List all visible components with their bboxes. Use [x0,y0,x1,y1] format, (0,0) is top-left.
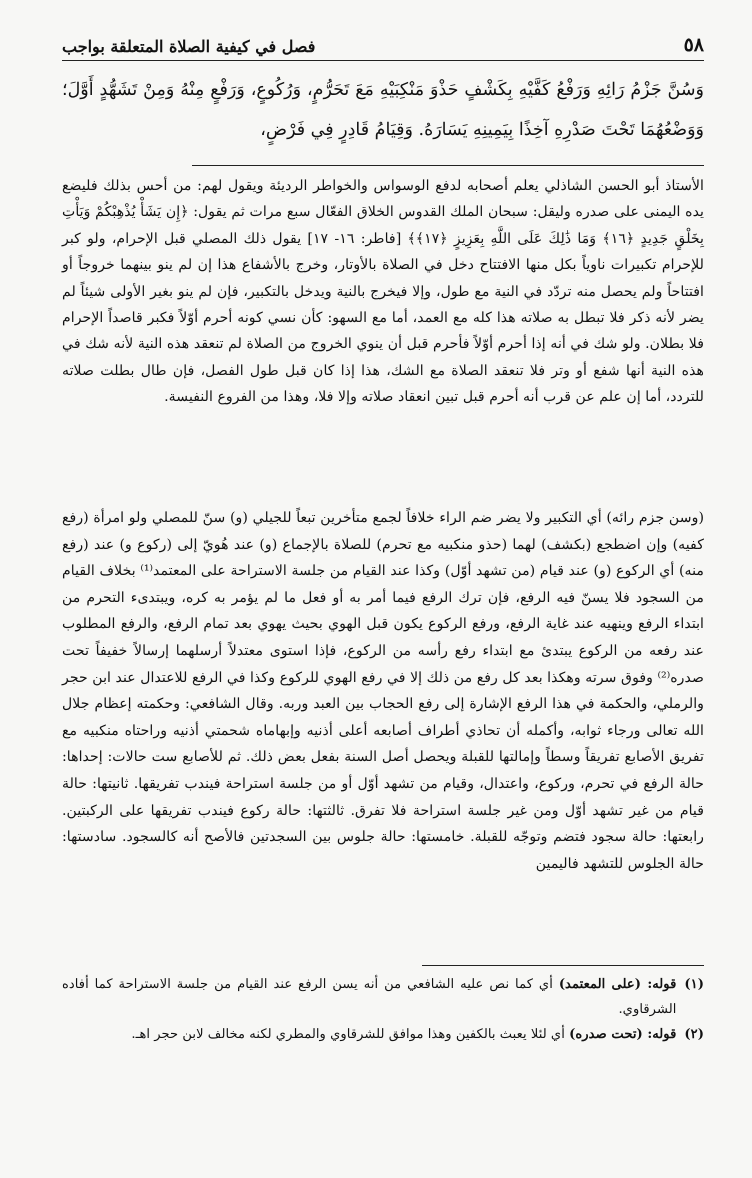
chapter-title: فصل في كيفية الصلاة المتعلقة بواجب [62,37,316,56]
footnote-text: أي لئلا يعبث بالكفين وهذا موافق للشرقاوي والمطري لكنه مخالف لابن حجر اهـ. [131,1027,565,1042]
running-header [62,26,704,61]
main-text-divider [192,165,704,166]
upper-commentary-paragraph: الأستاذ أبو الحسن الشاذلي يعلم أصحابه لدفع الوسواس والخواطر الرديئة ويقول لهم: من أحس بذلك فليضع يده اليمنى على صدره وليقل: سبحان الملك القدوس الخلاق الفعّال سبع مرات ثم يقول: ﴿إِن يَشَأْ يُذْهِبْكُمْ وَيَأْتِ بِخَلْقٍ جَدِيدٍ ﴿١٦﴾ وَمَا ذَٰلِكَ عَلَى اللَّهِ بِعَزِيزٍ ﴿١٧﴾﴾ [فاطر: ١٦- ١٧] يقول ذلك المصلي قبل الإحرام، ولو كبر للإحرام تكبيرات ناوياً بكل منها الافتتاح دخل في الصلاة بالأوتار، وخرج بالأشفاع هذا إن لم ينو بينهما خروجاً أو افتتاحاً ولم يحصل منه تردّد في النية مع طول، وإلا فيخرج بالنية ويدخل بالتكبير، فإن لم ينو بغير الأولى شيئاً لم يضر لأنه ذكر فلا تبطل به صلاته هذا كله مع العمد، أما مع السهو: كأن نسي كونه أحرم أوّلاً فكبر قاصداً الإحرام فلا بطلان. ولو شك في أنه إذا أحرم أوّلاً فأحرم قبل أن ينوي الخروج من الصلاة لم تنعقد هذه النية لأنه شك في هذه النية أنها شفع أو وتر فلا تنعقد الصلاة مع الشك، هذا إذا كان قبل طول الفصل، فإن طال بطلت صلاته للتردد، أما إن علم عن قرب أنه أحرم قبل تبين انعقاد صلاته وإلا فلا، وهذا من الفروع النفيسة. [62,178,704,406]
footnote-body [62,972,676,1022]
footnote-text: أي كما نص عليه الشافعي من أنه يسن الرفع عند القيام من جلسة الاستراحة كما أفاده الشرقاوي. [62,977,677,1017]
commentary-paragraph: (وسن جزم رائه) أي التكبير ولا يضر ضم الراء خلافاً لجمع متأخرين تبعاً للجيلي (و) سنّ للمصلي ولو امرأة (رفع كفيه) وإن اضطجع (بكشف) لهما (حذو منكبيه مع تحرم) للصلاة بالإجماع (و) عند هُويّ إلى (ركوع و) عند (رفع منه) أي الركوع (و) عند قيام (من تشهد أوّل) وكذا عند القيام من جلسة الاستراحة على المعتمد⁽¹⁾ بخلاف القيام من السجود فلا يسنّ فيه الرفع، فإن ترك الرفع فيما أمر به أو فعل ما لم يؤمر به كره، ويبتدىء التحرم من ابتداء الرفع وينهيه عند غاية الرفع، ورفع الركوع يكون قبل الهوي بحيث يهوي بعد تمام الرفع، والرفع المطلوب عند رفعه من الركوع يبتدئ مع ابتداء رفع رأسه من الركوع، فإذا استوى معتدلاً أرسلهما إرسالاً خفيفاً تحت صدره⁽²⁾ وفوق سرته وهكذا بعد كل رفع من ذلك إلا في رفع الهوي للركوع وكذا في الرفع للاعتدال عند ابن حجر والرملي، والحكمة في هذا الرفع الإشارة إلى رفع الحجاب بين العبد وربه. وقال الشافعي: وحكمته إعظام جلال الله تعالى ورجاء ثوابه، وأكمله أن تحاذي أطراف أصابعه أعلى أذنيه وإبهاماه شحمتي أذنيه وراحتاه منكبيه مع تفريق الأصابع تفريقاً وسطاً وإمالتها للقبلة ويحصل أصل السنة بفعل بعض ذلك. ثم للأصابع ست حالات: إحداها: حالة الرفع في تحرم، وركوع، واعتدال، وقيام من تشهد أوّل أو من جلسة استراحة فيندب تفريقها. ثانيتها: حالة قيام من غير تشهد أوّل ومن غير جلسة استراحة فلا تفرق. ثالثتها: حالة ركوع فيندب تفريقها على الركبتين. رابعتها: حالة سجود فتضم وتوجّه للقبلة. خامستها: حالة جلوس بين السجدتين فالأصح أنه كالسجود. سادستها: حالة الجلوس للتشهد فاليمين [62,510,704,872]
footnote-2 [62,1022,704,1047]
footnote-number: (١) [684,977,704,992]
main-text: وَسُنَّ جَزْمُ رَائِهِ وَرَفْعُ كَفَّيْهِ بِكَشْفٍ حَذْوَ مَنْكِبَيْهِ مَعَ تَحَرُّمٍ، وَرُكُوعٍ، وَرَفْعٍ مِنْهُ وَمِنْ تَشَهُّدٍ أَوَّلَ؛ وَوَضْعُهُمَا تَحْتَ صَدْرِهِ آخِذًا بِيَمِينِهِ يَسَارَهُ. وَقِيَامُ قَادِرٍ فِي فَرْضٍ، [62,80,704,140]
page [62,0,704,1178]
footnote-lead: قوله: (تحت صدره) [569,1027,677,1042]
upper-commentary [62,173,704,411]
footnote-body [62,1022,676,1047]
footnote-1 [62,972,704,1022]
footnote-number: (٢) [684,1027,704,1042]
commentary [62,505,704,877]
footnotes [62,972,704,1047]
footnote-divider [422,965,704,966]
page-number: ٥٨ [683,34,704,56]
footnote-lead: قوله: (على المعتمد) [558,977,677,992]
